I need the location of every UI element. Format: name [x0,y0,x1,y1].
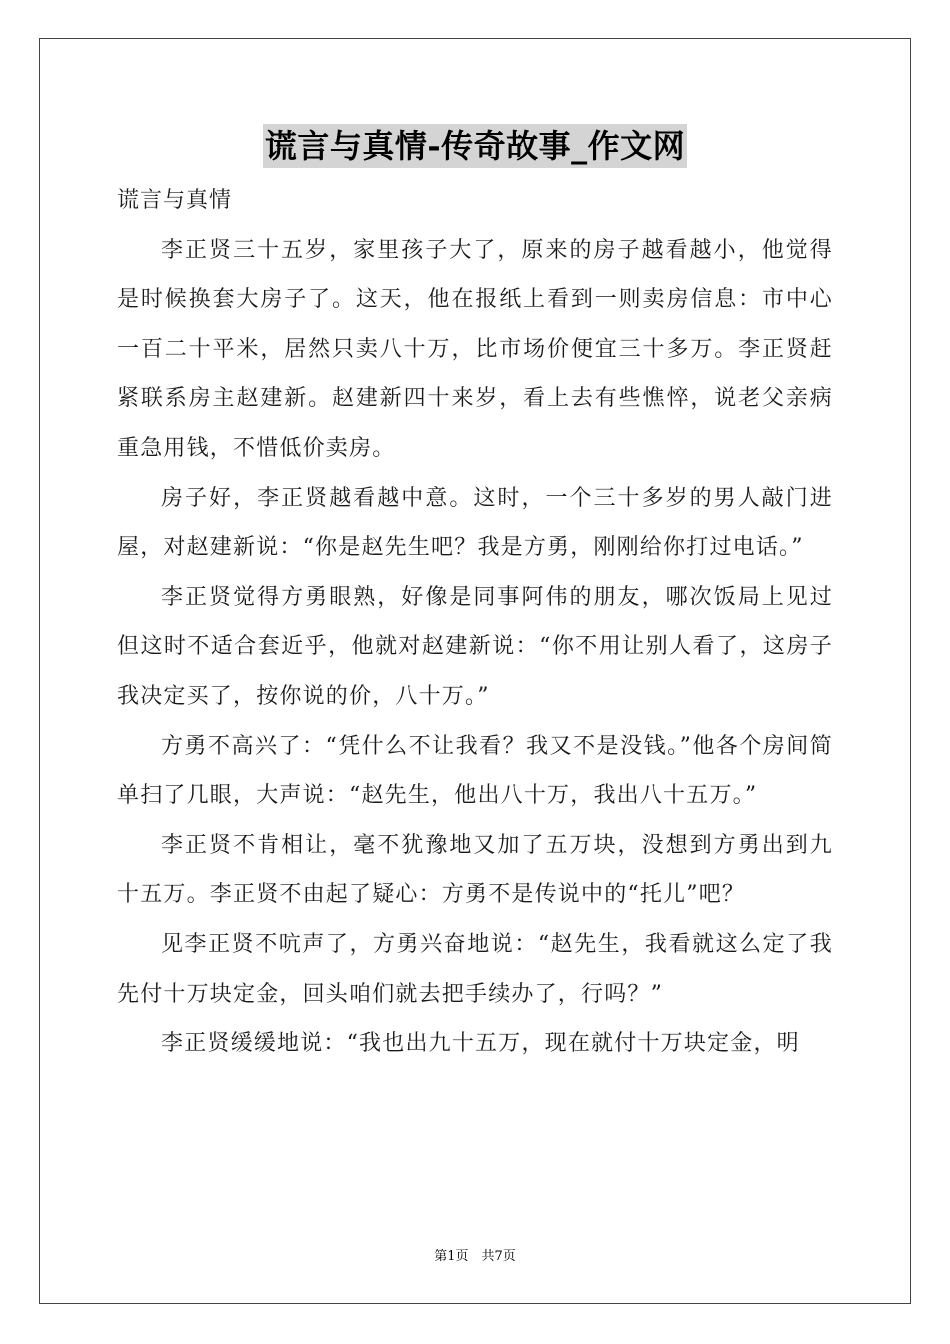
paragraph-2: 房子好，李正贤越看越中意。这时，一个三十多岁的男人敲门进屋，对赵建新说：“你是赵先生吧？我是方勇，刚刚给你打过电话。” [117,485,833,561]
paragraph-3: 李正贤觉得方勇眼熟，好像是同事阿伟的朋友，哪次饭局上见过但这时不适合套近乎，他就对赵建新说：“你不用让别人看了，这房子我决定买了，按你说的价，八十万。” [117,584,833,709]
page-footer [0,1245,950,1264]
paragraph-5: 李正贤不肯相让，毫不犹豫地又加了五万块，没想到方勇出到九十五万。李正贤不由起了疑心：方勇不是传说中的“托儿”吧？ [117,832,833,908]
document-subtitle: 谎言与真情 [117,188,233,213]
document-title: 谎言与真情-传奇故事_作文网 [263,124,687,168]
paragraph-7: 李正贤缓缓地说：“我也出九十五万，现在就付十万块定金，明 [161,1031,800,1057]
document-body [117,176,833,1069]
page-number: 第1页 共7页 [434,1249,516,1264]
title-container [0,124,950,168]
paragraph-4: 方勇不高兴了：“凭什么不让我看？我又不是没钱。”他各个房间简单扫了几眼，大声说：“赵先生，他出八十万，我出八十五万。” [117,733,833,809]
paragraph-6: 见李正贤不吭声了，方勇兴奋地说：“赵先生，我看就这么定了我先付十万块定金，回头咱们就去把手续办了，行吗？” [117,931,833,1007]
paragraph-1: 李正贤三十五岁，家里孩子大了，原来的房子越看越小，他觉得是时候换套大房子了。这天，他在报纸上看到一则卖房信息：市中心一百二十平米，居然只卖八十万，比市场价便宜三十多万。李正贤赶紧联系房主赵建新。赵建新四十来岁，看上去有些憔悴，说老父亲病重急用钱，不惜低价卖房。 [117,237,833,461]
